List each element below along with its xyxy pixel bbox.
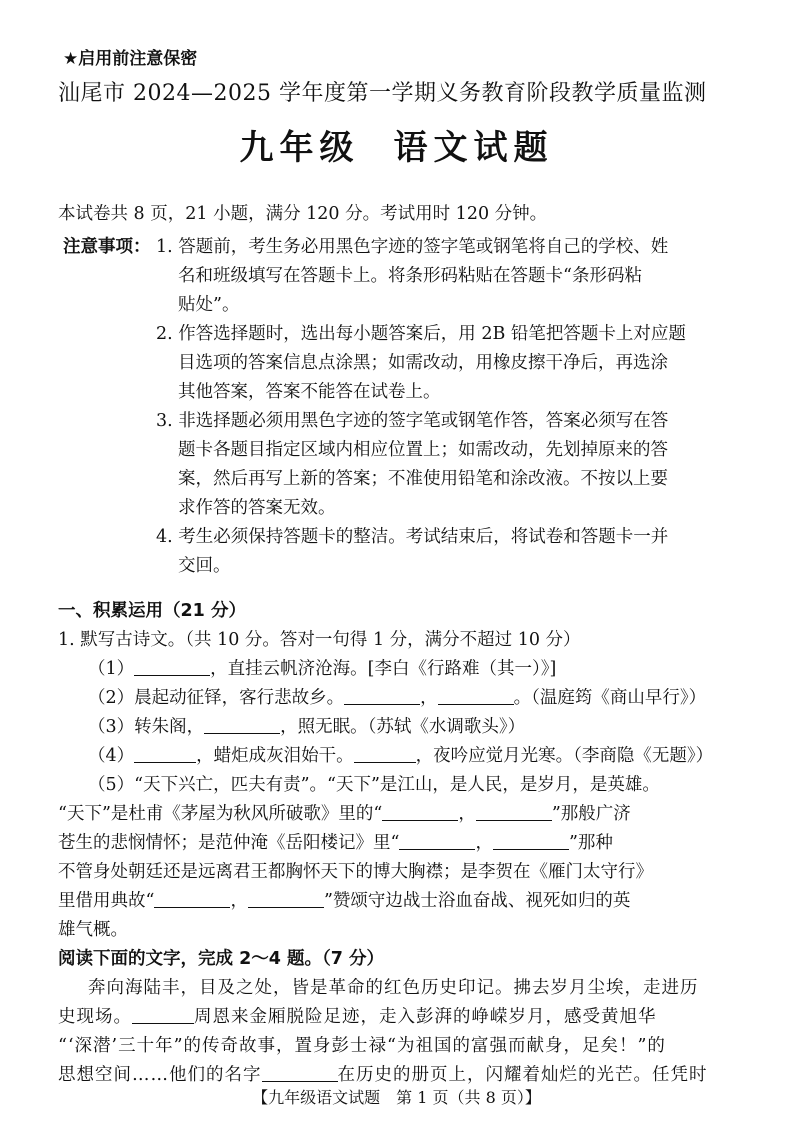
grade-label: 九年级 [239,128,360,168]
item-5-line: 雄气概。 [58,920,128,940]
answer-blank[interactable] [134,658,210,677]
reading-title: 阅读下面的文字，完成 2～4 题。（7 分） [58,949,385,969]
answer-blank[interactable] [476,803,552,822]
note-line: 4. 考生必须保持答题卡的整洁。考试结束后，将试卷和答题卡一并 [156,527,669,547]
note-line: 交回。 [178,556,231,576]
exam-intro: 本试卷共 8 页，21 小题，满分 120 分。考试用时 120 分钟。 [58,204,548,224]
note-line: 贴处”。 [178,295,240,315]
note-line: 2. 作答选择题时，选出每小题答案后，用 2B 铅笔把答题卡上对应题 [156,324,686,344]
item-5-line: 苍生的悲悯情怀；是范仲淹《岳阳楼记》里“ ， ”那种 [58,833,613,853]
note-line: 目选项的答案信息点涂黑；如需改动，用橡皮擦干净后，再选涂 [178,353,668,373]
answer-blank[interactable] [382,803,458,822]
passage-line: 奔向海陆丰，目及之处，皆是革命的红色历史印记。拂去岁月尘埃，走进历 [88,978,699,998]
answer-blank[interactable] [399,832,475,851]
answer-blank[interactable] [154,890,230,909]
answer-blank[interactable] [493,832,569,851]
item-2: （2）晨起动征铎，客行悲故乡。 ， 。（温庭筠《商山早行》） [88,688,707,708]
note-line: 1. 答题前，考生务必用黑色字迹的签字笔或钢笔将自己的学校、姓 [156,237,669,257]
passage-line: “‘深潜’三十年”的传奇故事，置身彭士禄“为祖国的富强而献身，足矣！”的 [58,1036,666,1056]
answer-blank[interactable] [248,890,324,909]
answer-blank[interactable] [262,1064,338,1083]
section-title: 一、积累运用（21 分） [58,601,246,621]
note-line: 案，然后再写上新的答案；不准使用铅笔和涂改液。不按以上要 [178,469,668,489]
notes-label: 注意事项： [63,237,151,257]
answer-blank[interactable] [344,687,420,706]
page-footer: 【九年级语文试题 第 1 页（共 8 页）】 [252,1088,541,1107]
answer-blank[interactable] [134,745,196,764]
item-1: （1） ，直挂云帆济沧海。[李白《行路难（其一）》] [88,659,557,679]
item-5-line: “天下”是杜甫《茅屋为秋风所破歌》里的“ ， ”那般广济 [58,804,631,824]
note-line: 题卡各题目指定区域内相应位置上；如需改动，先划掉原来的答 [178,440,668,460]
answer-blank[interactable] [354,745,416,764]
answer-blank[interactable] [204,716,280,735]
item-5-line: （5）“天下兴亡，匹夫有责”。“天下”是江山，是人民，是岁月，是英雄。 [88,775,660,795]
subject-title [0,120,793,169]
note-line: 3. 非选择题必须用黑色字迹的签字笔或钢笔作答，答案必须写在答 [156,411,669,431]
answer-blank[interactable] [438,687,514,706]
subject-label: 语文试题 [393,128,554,168]
item-4: （4） ，蜡炬成灰泪始干。 ，夜吟应觉月光寒。（李商隐《无题》） [88,746,714,766]
passage-line: 思想空间……他们的名字 在历史的册页上，闪耀着灿烂的光芒。任凭时 [58,1065,708,1085]
answer-blank[interactable] [132,1006,194,1025]
question-1: 1. 默写古诗文。（共 10 分。答对一句得 1 分，满分不超过 10 分） [58,630,581,650]
note-line: 求作答的答案无效。 [178,498,336,518]
note-line: 名和班级填写在答题卡上。将条形码粘贴在答题卡“条形码粘 [178,266,642,286]
confidential-mark: ★启用前注意保密 [63,49,198,69]
exam-title: 汕尾市 2024—2025 学年度第一学期义务教育阶段教学质量监测 [58,81,707,106]
note-line: 其他答案，答案不能答在试卷上。 [178,382,441,402]
item-3: （3）转朱阁， ，照无眠。（苏轼《水调歌头》） [88,717,526,737]
item-5-line: 里借用典故“ ， ”赞颂守边战士浴血奋战、视死如归的英 [58,891,631,911]
passage-line: 史现场。 周恩来金厢脱险足迹，走入彭湃的峥嵘岁月，感受黄旭华 [58,1007,657,1027]
item-5-line: 不管身处朝廷还是远离君王都胸怀天下的博大胸襟；是李贺在《雁门太守行》 [58,862,653,882]
